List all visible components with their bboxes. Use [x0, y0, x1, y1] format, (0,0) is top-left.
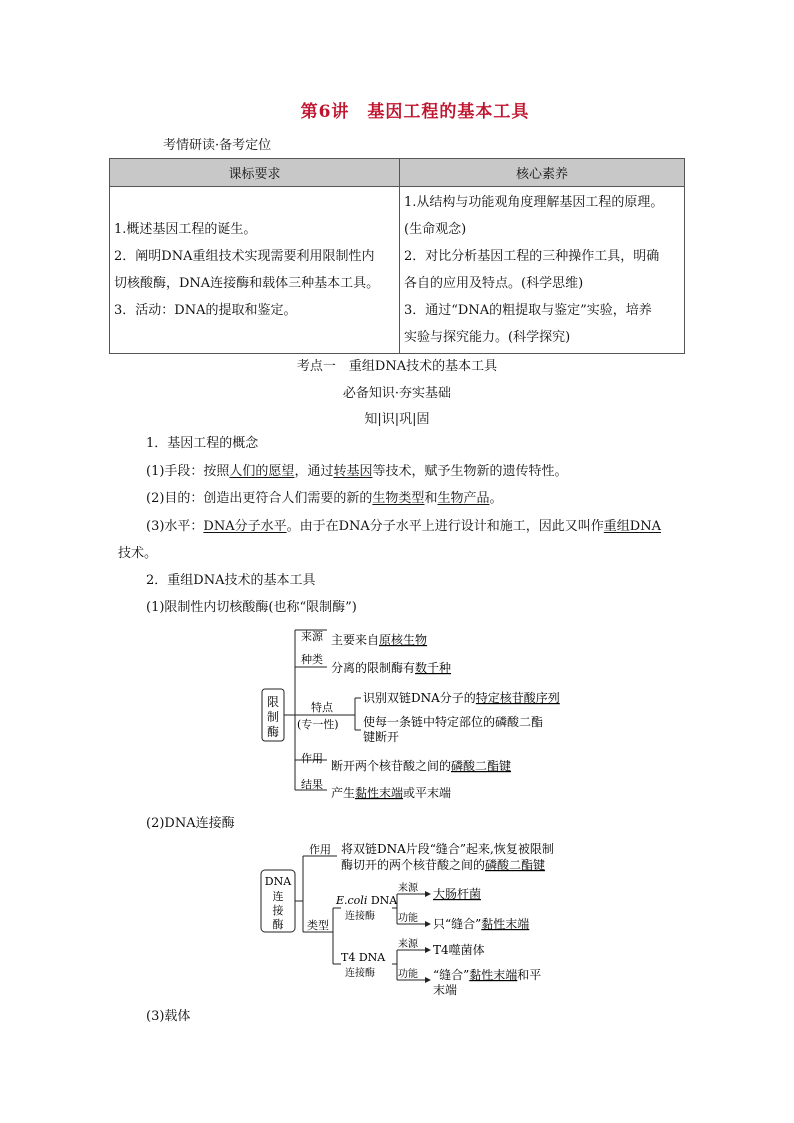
branch-text: 产生黏性末端或平末端 — [331, 786, 452, 800]
branch-text: 断开两个核苷酸之间的磷酸二酯键 — [331, 759, 512, 773]
point-title: 考点一 重组DNA技术的基本工具 — [296, 359, 498, 374]
branch-label: 来源 — [398, 883, 418, 894]
text: (3)水平： — [146, 519, 204, 534]
branch-text: 主要来自原核生物 — [331, 633, 428, 647]
sub-heading-vector: (3)载体 — [146, 1009, 191, 1024]
underlined-answer: 生物产品 — [437, 491, 490, 506]
branch-text: T4噬菌体 — [433, 943, 485, 957]
underlined-answer: 人们的愿望 — [229, 464, 295, 479]
table-line: (生命观念) — [404, 222, 467, 237]
branch-label: 来源 — [301, 630, 323, 643]
branch-text: 大肠杆菌 — [433, 887, 482, 901]
text: 。 — [489, 491, 503, 506]
table-line: 2．阐明DNA重组技术实现需要利用限制性内 — [114, 249, 375, 264]
branch-text: 键断开 — [363, 730, 400, 744]
underlined-answer: 重组DNA — [603, 519, 661, 534]
branch-text: 识别双链DNA分子的特定核苷酸序列 — [363, 691, 560, 705]
ligase-sub: 连接酶 — [345, 911, 375, 922]
ligase-name: T4 DNA — [341, 951, 386, 964]
dna-ligase-diagram — [255, 838, 585, 1000]
table-line: 切核酸酶，DNA连接酶和载体三种基本工具。 — [114, 276, 380, 291]
root-char: 酶 — [272, 918, 284, 931]
sub-heading-ligase: (2)DNA连接酶 — [146, 816, 235, 831]
root-char: 制 — [266, 710, 280, 724]
branch-label: 功能 — [398, 969, 418, 980]
root-char: 酶 — [266, 725, 280, 739]
branch-text: 只“缝合”黏性末端 — [433, 917, 530, 931]
branch-text: 酶切开的两个核苷酸之间的磷酸二酯键 — [341, 858, 546, 872]
text: (2)目的：创造出更符合人们需要的新的 — [146, 491, 373, 506]
branch-sublabel: (专一性) — [297, 718, 339, 731]
branch-label: 结果 — [301, 778, 323, 791]
text: (1)手段：按照 — [146, 464, 230, 479]
branch-label: 作用 — [309, 843, 331, 856]
text: 。由于在DNA分子水平上进行设计和施工，因此又叫作 — [286, 519, 604, 534]
page-title — [0, 97, 794, 122]
table-header: 核心素养 — [400, 159, 685, 187]
branch-text: 将双链DNA片段“缝合”起来,恢复被限制 — [341, 842, 554, 856]
text: 和 — [424, 491, 438, 506]
s1-heading: 1．基因工程的概念 — [146, 436, 259, 451]
branch-text: “缝合”黏性末端和平 — [433, 968, 542, 982]
root-char: 限 — [266, 695, 280, 709]
branch-label: 特点 — [311, 701, 333, 714]
intro-heading: 考情研读·备考定位 — [163, 138, 272, 153]
table-line: 3．活动：DNA的提取和鉴定。 — [114, 303, 297, 318]
text: ，通过 — [294, 464, 334, 479]
purpose-line — [146, 490, 502, 507]
root-char: 连 — [272, 890, 284, 903]
branch-label: 类型 — [307, 919, 329, 932]
table-line: 1.从结构与功能观角度理解基因工程的原理。 — [404, 195, 664, 210]
root-char: DNA — [264, 875, 292, 888]
branch-label: 种类 — [301, 653, 323, 666]
table-line: 3．通过“DNA的粗提取与鉴定”实验，培养 — [404, 303, 652, 318]
branch-label: 来源 — [398, 939, 418, 950]
basics-title: 必备知识·夯实基础 — [342, 386, 452, 401]
s2-heading: 2．重组DNA技术的基本工具 — [146, 573, 316, 588]
level-line — [146, 518, 661, 535]
knowledge-title: 知|识|巩|固 — [364, 412, 430, 427]
standards-table — [109, 158, 685, 354]
ligase-sub: 连接酶 — [345, 968, 375, 979]
table-header: 课标要求 — [110, 159, 400, 187]
underlined-answer: 转基因 — [333, 464, 373, 479]
branch-label: 功能 — [398, 913, 418, 924]
restriction-enzyme-diagram — [255, 622, 595, 808]
table-line: 1.概述基因工程的诞生。 — [114, 222, 257, 237]
ligase-name: E.coli DNA — [336, 894, 398, 907]
curriculum-cell — [110, 187, 400, 354]
table-line: 各自的应用及特点。(科学思维) — [404, 276, 584, 291]
means-line — [146, 463, 567, 480]
branch-text: 末端 — [433, 983, 458, 997]
lecture-topic: 基因工程的基本工具 — [367, 102, 530, 122]
text: 等技术，赋予生物新的遗传特性。 — [372, 464, 568, 479]
lecture-number: 第6讲 — [300, 102, 350, 122]
branch-text: 分离的限制酶有数千种 — [331, 661, 452, 675]
branch-label: 作用 — [301, 752, 323, 765]
table-line: 2．对比分析基因工程的三种操作工具，明确 — [404, 249, 660, 264]
table-line: 实验与探究能力。(科学探究) — [404, 330, 571, 345]
branch-text: 使每一条链中特定部位的磷酸二酯 — [363, 715, 544, 729]
sub-heading-restriction: (1)限制性内切核酸酶(也称“限制酶”) — [146, 600, 357, 615]
underlined-answer: DNA分子水平 — [203, 519, 287, 534]
underlined-answer: 生物类型 — [372, 491, 425, 506]
root-char: 接 — [272, 904, 284, 917]
literacy-cell — [400, 187, 685, 354]
level-line-cont: 技术。 — [118, 546, 158, 561]
